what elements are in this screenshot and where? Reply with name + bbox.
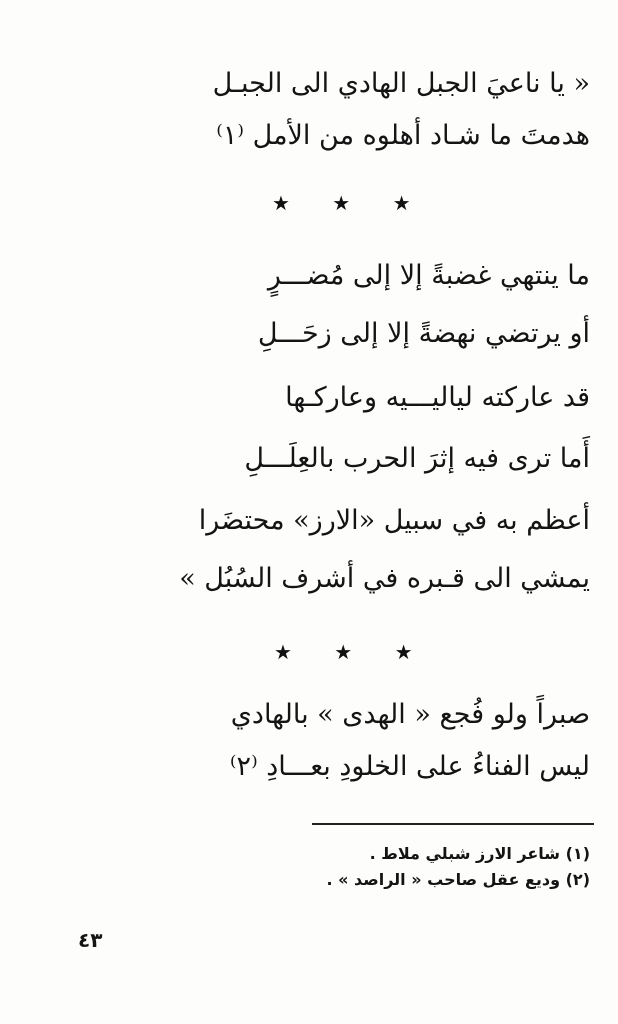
verse-line-4: أو يرتضي نهضةً إلا إلى زحَـــلِ xyxy=(257,318,590,349)
page-number: ٤٣ xyxy=(78,928,103,952)
verse-line-8: يمشي الى قـبره في أشرف السُبُل » xyxy=(179,563,590,594)
footnote-rule xyxy=(312,823,594,825)
verse-line-1: « يا ناعيَ الجبل الهادي الى الجبـل xyxy=(212,68,590,99)
verse-line-3: ما ينتهي غضبةً إلا إلى مُضـــرٍ xyxy=(267,260,590,291)
footnote-1: (١) شاعر الارز شبلي ملاط . xyxy=(369,844,590,863)
footnote-2: (٢) وديع عقل صاحب « الراصد » . xyxy=(326,870,590,889)
verse-line-5: قد عاركته لياليـــيه وعاركـها xyxy=(285,382,590,413)
verse-line-6: أَما ترى فيه إثرَ الحرب بالعِلَـــلِ xyxy=(244,443,590,474)
verse-line-9: صبراً ولو فُجع « الهدى » بالهادي xyxy=(230,699,590,730)
stanza-separator-2: ★ ★ ★ xyxy=(274,640,431,664)
stanza-separator-1: ★ ★ ★ xyxy=(272,191,429,215)
verse-line-10: ليس الفناءُ على الخلودِ بعـــادِ ⁽٢⁾ xyxy=(229,751,590,782)
verse-line-7: أعظم به في سبيل «الارز» محتضَرا xyxy=(198,505,590,536)
verse-line-2: هدمتَ ما شـاد أهلوه من الأمل ⁽١⁾ xyxy=(216,120,590,151)
